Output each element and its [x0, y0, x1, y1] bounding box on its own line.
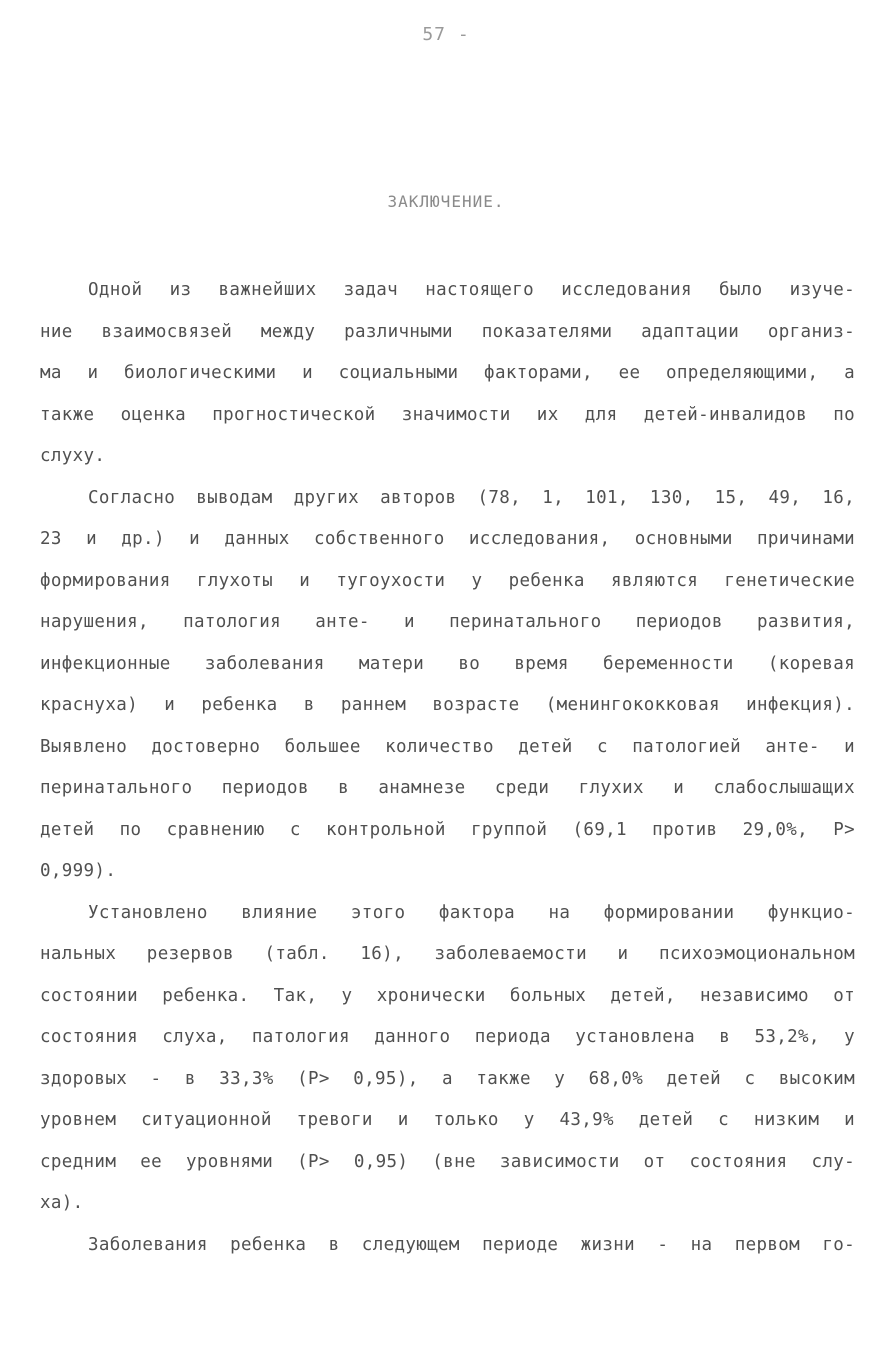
- text-line: нарушения, патология анте- и перинатального периодов развития,: [40, 612, 855, 632]
- text-line: Одной из важнейших задач настоящего исследования было изуче-: [88, 280, 855, 300]
- text-line: состояния слуха, патология данного периода установлена в 53,2%, у: [40, 1027, 855, 1047]
- text-line: ха).: [40, 1193, 84, 1213]
- text-line: краснуха) и ребенка в раннем возрасте (менингококковая инфекция).: [40, 695, 855, 715]
- text-line: ма и биологическими и социальными факторами, ее определяющими, а: [40, 363, 855, 383]
- text-line: ние взаимосвязей между различными показателями адаптации организ-: [40, 321, 855, 342]
- text-line: перинатального периодов в анамнезе среди глухих и слабослышащих: [40, 778, 855, 798]
- text-line: детей по сравнению с контрольной группой (69,1 против 29,0%, P>: [40, 819, 855, 840]
- text-line: 0,999).: [40, 861, 117, 881]
- text-line: слуху.: [40, 446, 106, 466]
- page-number: 57 -: [422, 24, 470, 45]
- text-line: инфекционные заболевания матери во время беременности (коревая: [40, 653, 855, 674]
- text-line: уровнем ситуационной тревоги и только у 43,9% детей с низким и: [40, 1110, 855, 1130]
- section-title: ЗАКЛЮЧЕНИЕ.: [387, 192, 505, 211]
- text-line: 23 и др.) и данных собственного исследования, основными причинами: [40, 529, 855, 549]
- text-line: Выявлено достоверно большее количество детей с патологией анте- и: [40, 736, 855, 757]
- text-line: нальных резервов (табл. 16), заболеваемости и психоэмоциональном: [40, 944, 855, 964]
- text-line: также оценка прогностической значимости их для детей-инвалидов по: [40, 404, 855, 425]
- text-line: Установлено влияние этого фактора на формировании функцио-: [88, 902, 855, 923]
- text-line: Заболевания ребенка в следующем периоде жизни - на первом го-: [88, 1234, 855, 1255]
- text-line: средним ее уровнями (P> 0,95) (вне зависимости от состояния слу-: [40, 1151, 855, 1172]
- text-line: здоровых - в 33,3% (P> 0,95), а также у 68,0% детей с высоким: [40, 1068, 855, 1089]
- text-line: состоянии ребенка. Так, у хронически больных детей, независимо от: [40, 985, 855, 1006]
- body-text: [40, 270, 855, 1266]
- text-line: Согласно выводам других авторов (78, 1, 101, 130, 15, 49, 16,: [88, 487, 855, 508]
- text-line: формирования глухоты и тугоухости у ребенка являются генетические: [40, 570, 855, 591]
